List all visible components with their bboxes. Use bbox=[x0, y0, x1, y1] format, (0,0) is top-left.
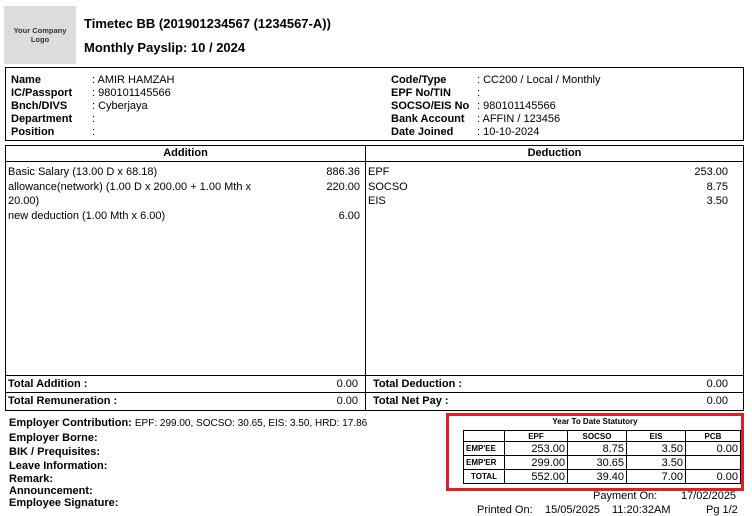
info-label: IC/Passport bbox=[11, 87, 73, 99]
employer-contribution-label: Employer Contribution: bbox=[9, 417, 132, 429]
payment-on-label: Payment On: bbox=[593, 490, 658, 502]
info-value: : 980101145566 bbox=[477, 100, 556, 112]
deduction-amount: 253.00 bbox=[694, 166, 728, 178]
deduction-heading: Deduction bbox=[366, 146, 743, 162]
ytd-cell: 7.00 bbox=[627, 470, 686, 484]
ytd-table bbox=[463, 430, 741, 484]
total-net-pay-value: 0.00 bbox=[706, 395, 728, 407]
printed-on-time: 11:20:32AM bbox=[612, 504, 671, 516]
remark-label: Remark: bbox=[9, 473, 54, 485]
info-value: : CC200 / Local / Monthly bbox=[477, 74, 601, 86]
ytd-col-header: PCB bbox=[686, 431, 741, 442]
ytd-cell: 8.75 bbox=[568, 442, 627, 456]
addition-amount: 6.00 bbox=[338, 210, 360, 222]
total-remuneration-value: 0.00 bbox=[336, 395, 358, 407]
ytd-col-header: EIS bbox=[627, 431, 686, 442]
total-deduction-value: 0.00 bbox=[706, 378, 728, 390]
employer-borne-label: Employer Borne: bbox=[9, 432, 98, 444]
ytd-cell bbox=[686, 456, 741, 470]
info-label: Department bbox=[11, 113, 73, 125]
total-net-pay-label: Total Net Pay : bbox=[373, 395, 449, 407]
ytd-cell: 552.00 bbox=[505, 470, 568, 484]
ytd-cell: 39.40 bbox=[568, 470, 627, 484]
ytd-row bbox=[464, 442, 741, 456]
company-logo bbox=[4, 6, 76, 64]
ytd-cell: 253.00 bbox=[505, 442, 568, 456]
deduction-item: SOCSO bbox=[368, 181, 408, 193]
info-label: Code/Type bbox=[391, 74, 447, 86]
addition-item: new deduction (1.00 Mth x 6.00) bbox=[8, 210, 166, 222]
deduction-amount: 3.50 bbox=[706, 195, 728, 207]
employee-info-box bbox=[5, 67, 744, 141]
leave-info-label: Leave Information: bbox=[9, 460, 108, 472]
employer-contribution bbox=[9, 417, 367, 429]
page-number: Pg 1/2 bbox=[706, 504, 738, 516]
addition-item-continued: 20.00) bbox=[8, 195, 40, 207]
printed-on-date: 15/05/2025 bbox=[545, 504, 601, 516]
addition-item: Basic Salary (13.00 D x 68.18) bbox=[8, 166, 158, 178]
ytd-row bbox=[464, 456, 741, 470]
printed-on-label: Printed On: bbox=[477, 504, 533, 516]
info-value: : Cyberjaya bbox=[92, 100, 148, 112]
ytd-row-label: EMP'EE bbox=[464, 442, 505, 456]
info-label: Date Joined bbox=[391, 126, 454, 138]
total-addition-label: Total Addition : bbox=[8, 378, 88, 390]
ytd-col-header: EPF bbox=[505, 431, 568, 442]
payment-on-date: 17/02/2025 bbox=[681, 490, 737, 502]
info-value: : bbox=[477, 87, 481, 99]
info-value: : 980101145566 bbox=[92, 87, 171, 99]
totals-divider bbox=[6, 375, 743, 376]
ytd-corner-cell bbox=[464, 431, 505, 442]
announcement-label: Announcement: bbox=[9, 485, 93, 497]
total-addition-value: 0.00 bbox=[336, 378, 358, 390]
info-value: : AFFIN / 123456 bbox=[477, 113, 561, 125]
bik-label: BIK / Prequisites: bbox=[9, 446, 101, 458]
info-label: Position bbox=[11, 126, 55, 138]
deduction-amount: 8.75 bbox=[706, 181, 728, 193]
payslip-title: Monthly Payslip: 10 / 2024 bbox=[84, 40, 246, 55]
ytd-header-row bbox=[464, 431, 741, 442]
info-value: : bbox=[92, 113, 96, 125]
ytd-cell: 0.00 bbox=[686, 442, 741, 456]
info-label: SOCSO/EIS No bbox=[391, 100, 470, 112]
info-label: EPF No/TIN bbox=[391, 87, 451, 99]
total-deduction-label: Total Deduction : bbox=[373, 378, 463, 390]
addition-amount: 220.00 bbox=[326, 181, 360, 193]
deduction-item: EPF bbox=[368, 166, 390, 178]
ytd-row bbox=[464, 470, 741, 484]
company-name: Timetec BB (201901234567 (1234567-A)) bbox=[84, 16, 331, 31]
ytd-cell: 299.00 bbox=[505, 456, 568, 470]
addition-item: allowance(network) (1.00 D x 200.00 + 1.00 Mth x bbox=[8, 181, 252, 193]
ytd-row-label: EMP'ER bbox=[464, 456, 505, 470]
info-label: Bnch/DIVS bbox=[11, 100, 68, 112]
ytd-col-header: SOCSO bbox=[568, 431, 627, 442]
info-value: : 10-10-2024 bbox=[477, 126, 540, 138]
addition-amount: 886.36 bbox=[326, 166, 360, 178]
deduction-item: EIS bbox=[368, 195, 386, 207]
totals-divider bbox=[6, 392, 743, 393]
info-label: Name bbox=[11, 74, 41, 86]
logo-text: Your Company Logo bbox=[13, 26, 67, 44]
ytd-statutory-box bbox=[446, 413, 744, 491]
ytd-cell: 30.65 bbox=[568, 456, 627, 470]
total-remuneration-label: Total Remuneration : bbox=[8, 395, 118, 407]
employer-contribution-value: EPF: 299.00, SOCSO: 30.65, EIS: 3.50, HRD: 17.86 bbox=[134, 418, 368, 429]
column-divider bbox=[365, 146, 366, 410]
employee-signature-label: Employee Signature: bbox=[9, 497, 119, 509]
ytd-row-label: TOTAL bbox=[464, 470, 505, 484]
ytd-cell: 3.50 bbox=[627, 456, 686, 470]
ytd-title: Year To Date Statutory bbox=[552, 417, 638, 426]
info-label: Bank Account bbox=[391, 113, 465, 125]
earnings-deductions-box bbox=[5, 145, 744, 411]
addition-heading: Addition bbox=[6, 146, 365, 162]
ytd-cell: 0.00 bbox=[686, 470, 741, 484]
info-value: : bbox=[92, 126, 96, 138]
info-value: : AMIR HAMZAH bbox=[92, 74, 175, 86]
ytd-cell: 3.50 bbox=[627, 442, 686, 456]
